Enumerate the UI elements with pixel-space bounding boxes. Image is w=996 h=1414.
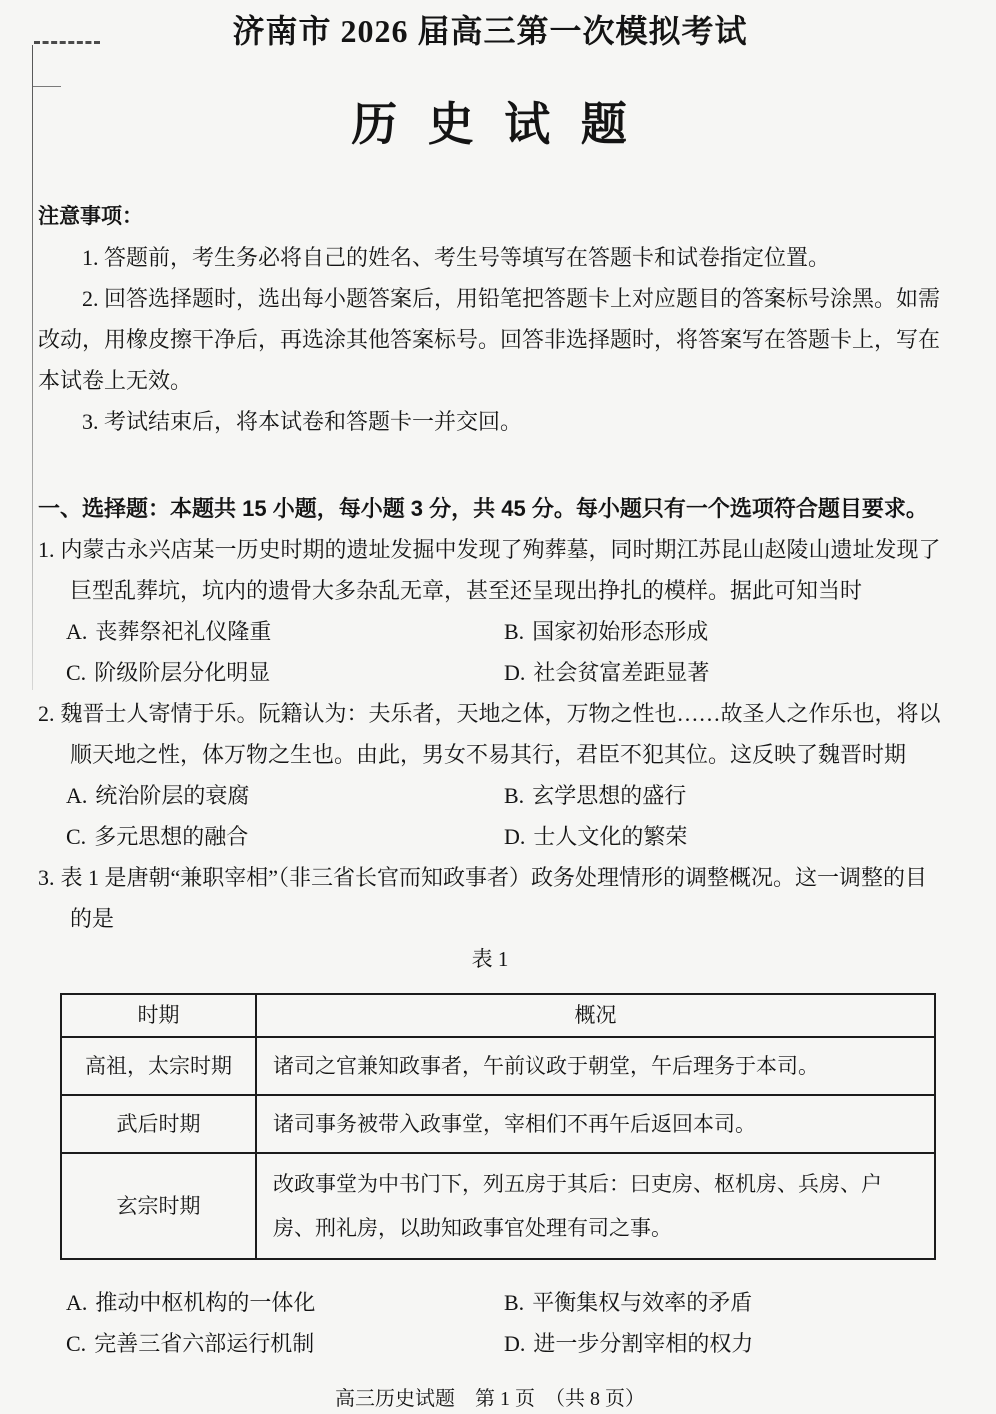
- option-label: D.: [504, 1331, 526, 1356]
- table-header-summary: 概况: [256, 994, 935, 1037]
- question-2-options: [66, 775, 942, 857]
- table-cell-period: 武后时期: [61, 1095, 256, 1153]
- question-2-number: 2.: [38, 701, 55, 726]
- table-header-period: 时期: [61, 994, 256, 1037]
- table-row: [61, 1153, 935, 1259]
- option-label: C.: [66, 660, 87, 685]
- table-row: [61, 1095, 935, 1153]
- option-label: B.: [504, 1290, 525, 1315]
- option-label: A.: [66, 783, 88, 808]
- question-1-option-a: [66, 611, 504, 652]
- option-label: C.: [66, 824, 87, 849]
- question-1: [38, 529, 942, 693]
- table-header-row: [61, 994, 935, 1037]
- question-3: [38, 857, 942, 1364]
- question-3-option-b: [504, 1282, 942, 1323]
- table-cell-summary: 改政事堂为中书门下，列五房于其后：曰吏房、枢机房、兵房、户房、刑礼房，以助知政事官处理有司之事。: [256, 1153, 935, 1259]
- option-text: 阶级阶层分化明显: [94, 660, 271, 685]
- question-3-options: [66, 1282, 942, 1364]
- question-3-text: 表 1 是唐朝“兼职宰相”（非三省长官而知政事者）政务处理情形的调整概况。这一调整的目的是: [60, 865, 928, 931]
- table-cell-period: 玄宗时期: [61, 1153, 256, 1259]
- notice-item-3: 3. 考试结束后，将本试卷和答题卡一并交回。: [82, 409, 523, 434]
- question-2-stem: [38, 693, 942, 775]
- question-2-option-b: [504, 775, 942, 816]
- question-1-stem: [38, 529, 942, 611]
- option-text: 士人文化的繁荣: [533, 824, 688, 849]
- option-label: A.: [66, 619, 88, 644]
- table-1-caption: 表 1: [471, 947, 509, 971]
- option-text: 统治阶层的衰腐: [95, 783, 250, 808]
- question-1-text: 内蒙古永兴店某一历史时期的遗址发掘中发现了殉葬墓，同时期江苏昆山赵陵山遗址发现了巨型乱葬坑，坑内的遗骨大多杂乱无章，甚至还呈现出挣扎的模样。据此可知当时: [60, 537, 941, 603]
- notice-heading: 注意事项：: [38, 205, 143, 228]
- option-text: 多元思想的融合: [94, 824, 249, 849]
- table-1: [60, 993, 936, 1260]
- question-1-option-d: [504, 652, 942, 693]
- question-2-text: 魏晋士人寄情于乐。阮籍认为：夫乐者，天地之体，万物之性也……故圣人之作乐也，将以顺天地之性，体万物之生也。由此，男女不易其行，君臣不犯其位。这反映了魏晋时期: [60, 701, 941, 767]
- question-1-number: 1.: [38, 537, 55, 562]
- option-label: A.: [66, 1290, 88, 1315]
- question-2-option-d: [504, 816, 942, 857]
- option-text: 国家初始形态形成: [532, 619, 709, 644]
- question-1-option-b: [504, 611, 942, 652]
- option-text: 丧葬祭祀礼仪隆重: [95, 619, 272, 644]
- option-label: B.: [504, 619, 525, 644]
- table-cell-summary: 诸司事务被带入政事堂，宰相们不再午后返回本司。: [256, 1095, 935, 1153]
- option-text: 社会贫富差距显著: [533, 660, 710, 685]
- question-3-stem: [38, 857, 942, 939]
- option-label: C.: [66, 1331, 87, 1356]
- notice-item-2: 2. 回答选择题时，选出每小题答案后，用铅笔把答题卡上对应题目的答案标号涂黑。如需改动，用橡皮擦干净后，再选涂其他答案标号。回答非选择题时，将答案写在答题卡上，写在本试卷上无效。: [38, 286, 941, 393]
- exam-header-title: 济南市 2026 届高三第一次模拟考试: [232, 13, 748, 49]
- question-3-option-a: [66, 1282, 504, 1323]
- option-text: 平衡集权与效率的矛盾: [532, 1290, 753, 1315]
- table-cell-summary: 诸司之官兼知政事者，午前议政于朝堂，午后理务于本司。: [256, 1037, 935, 1095]
- option-text: 玄学思想的盛行: [532, 783, 687, 808]
- option-text: 进一步分割宰相的权力: [533, 1331, 754, 1356]
- question-2: [38, 693, 942, 857]
- question-3-number: 3.: [38, 865, 55, 890]
- question-2-option-c: [66, 816, 504, 857]
- option-label: D.: [504, 824, 526, 849]
- question-1-option-c: [66, 652, 504, 693]
- question-2-option-a: [66, 775, 504, 816]
- option-label: D.: [504, 660, 526, 685]
- subject-title: 历 史 试 题: [351, 99, 629, 150]
- table-row: [61, 1037, 935, 1095]
- option-text: 完善三省六部运行机制: [94, 1331, 315, 1356]
- option-text: 推动中枢机构的一体化: [95, 1290, 316, 1315]
- notice-section: [38, 196, 942, 442]
- notice-item-1: 1. 答题前，考生务必将自己的姓名、考生号等填写在答题卡和试卷指定位置。: [82, 245, 831, 270]
- table-cell-period: 高祖，太宗时期: [61, 1037, 256, 1095]
- question-1-options: [66, 611, 942, 693]
- section-1-heading: 一、选择题：本题共 15 小题，每小题 3 分，共 45 分。每小题只有一个选项符合题目要求。: [38, 496, 928, 521]
- option-label: B.: [504, 783, 525, 808]
- page-footer: 高三历史试题 第 1 页 （共 8 页）: [335, 1388, 645, 1410]
